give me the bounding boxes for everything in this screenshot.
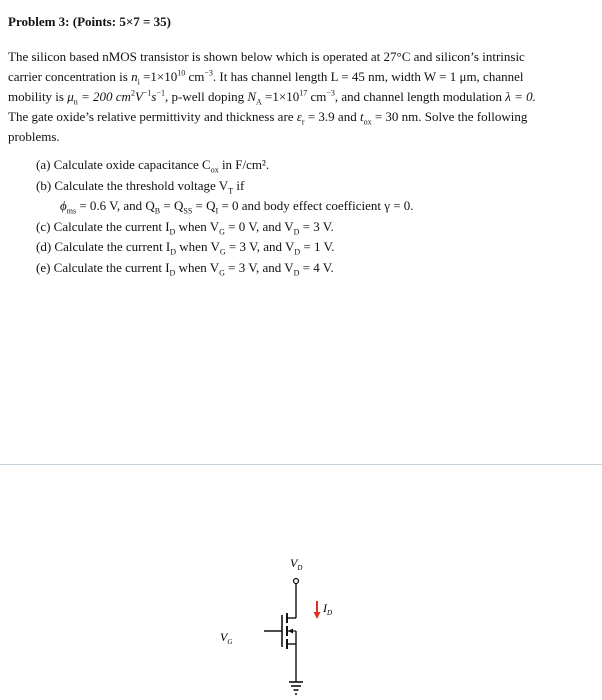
- problem-description: [8, 47, 588, 147]
- nmos-circuit-diagram: [200, 545, 360, 700]
- question-c: (c) Calculate the current $I_D$ when $V_G = 0$ V, and $V_D = 3$ V.: [36, 218, 334, 237]
- vd-label: $V_D$: [290, 556, 303, 572]
- question-a: (a) Calculate oxide capacitance $C_{ox}$ in F/cm².: [36, 157, 270, 175]
- question-e: (e) Calculate the current $I_D$ when $V_G = 3$ V, and $V_D = 4$ V.: [36, 259, 334, 278]
- section-divider: [0, 464, 602, 465]
- drain-terminal: [294, 579, 299, 584]
- desc-line-3: mobility is $\mu_n = 200$ $cm^2V^{-1}s^{-1}$, p-well doping $N_A =1\times 10^{17}$ $cm^{-3}$, and channel length modulation λ = 0.: [8, 88, 536, 107]
- body-arrow-icon: [288, 629, 293, 634]
- problem-statement: [8, 0, 588, 278]
- problem-title: Problem 3: (Points: 5×7 = 35): [8, 14, 171, 29]
- desc-line-2: carrier concentration is $n_i =1\times 10^{10}$ $cm^{-3}$. It has channel length L = 45 nm, width W = 1 μm, channel: [8, 68, 524, 87]
- question-list: [8, 155, 588, 278]
- question-b-condition: $\phi_{ms} = 0.6$ V, and $Q_B = Q_{SS} = Q_I = 0$ and body effect coefficient γ = 0.: [60, 198, 414, 216]
- question-b: (b) Calculate the threshold voltage $V_T$ if: [36, 177, 245, 196]
- desc-line-5: problems.: [8, 129, 60, 144]
- question-d: (d) Calculate the current $I_D$ when $V_G = 3$ V, and $V_D = 1$ V.: [36, 239, 335, 257]
- vg-label: $V_G$: [220, 630, 233, 646]
- id-label: $I_D$: [323, 601, 333, 617]
- desc-line-4: The gate oxide’s relative permittivity and thickness are $\varepsilon_r = 3.9$ and $t_{ox} = 30$ nm. Solve the following: [8, 109, 528, 127]
- desc-line-1: The silicon based nMOS transistor is shown below which is operated at 27°C and silicon’s intrinsic: [8, 49, 525, 64]
- current-arrow-head-icon: [314, 612, 321, 619]
